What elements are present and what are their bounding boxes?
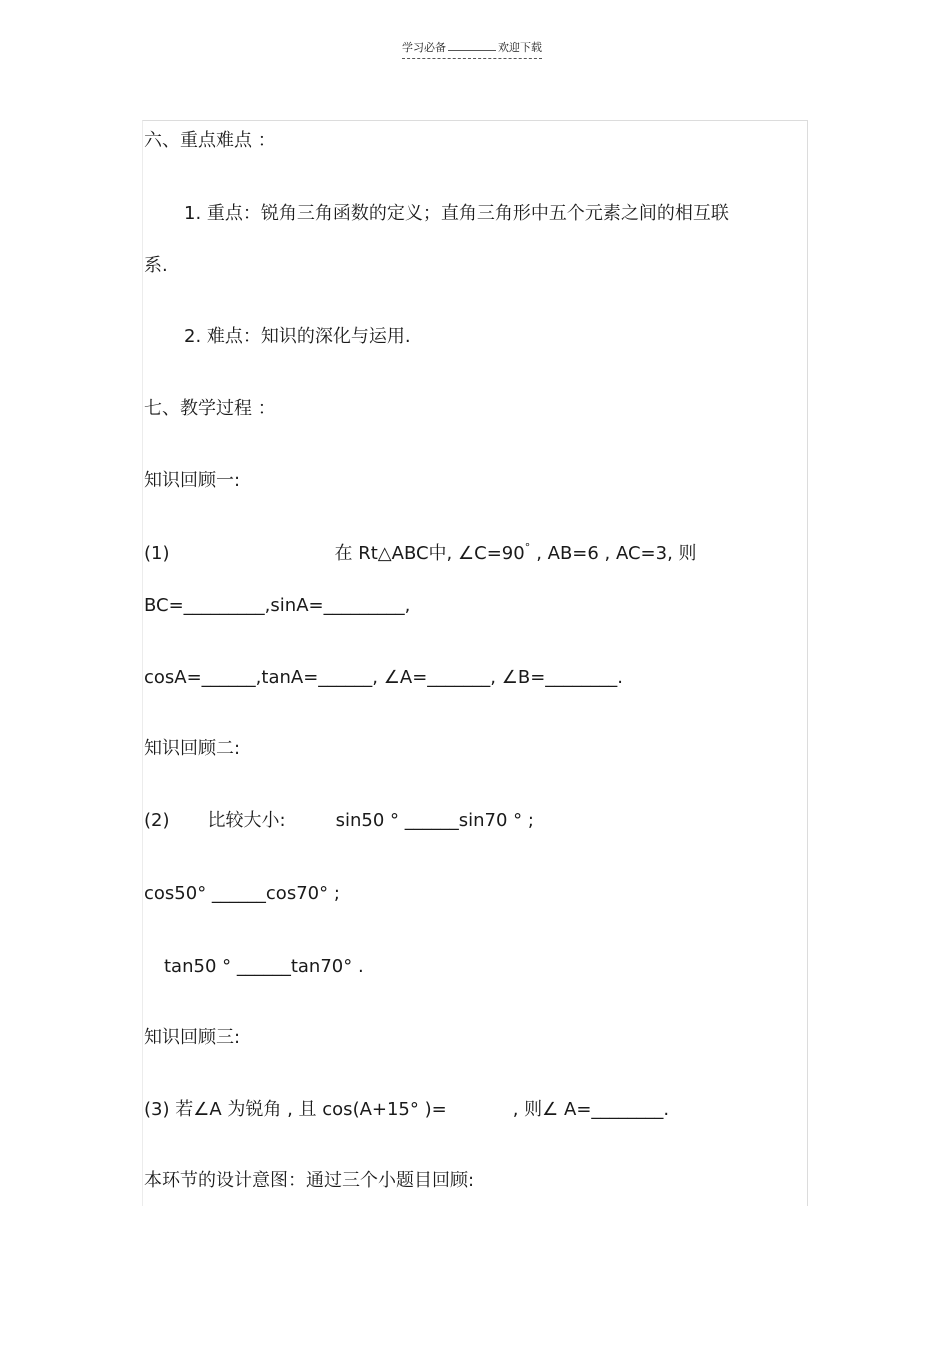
key-point-line-2: 系. xyxy=(144,255,168,276)
question-2-number: (2) xyxy=(144,810,170,831)
question-1-text: 在 Rt△ABC中, ∠C=90 xyxy=(334,543,525,564)
question-3-part-a: (3) 若∠A 为锐角 , 且 cos(A+15° )= xyxy=(144,1099,447,1120)
review-1-title: 知识回顾一: xyxy=(144,470,241,491)
review-2-title: 知识回顾二: xyxy=(144,738,241,759)
question-2-label: 比较大小: xyxy=(207,810,286,831)
section-6-title: 六、重点难点 ： xyxy=(144,130,276,151)
degree-mark: ° xyxy=(524,541,531,554)
question-2-sin: sin50 ° ______sin70 ° ; xyxy=(335,810,534,831)
question-2-tan: tan50 ° ______tan70° . xyxy=(164,956,364,977)
key-point-line-1: 1. 重点：锐角三角函数的定义；直角三角形中五个元素之间的相互联 xyxy=(184,203,729,224)
question-3-part-b: , 则∠ A=________. xyxy=(512,1099,670,1120)
difficult-point: 2. 难点：知识的深化与运用. xyxy=(184,326,411,347)
question-1-line-3: cosA=______,tanA=______, ∠A=_______, ∠B=________. xyxy=(144,667,624,688)
review-3-title: 知识回顾三: xyxy=(144,1027,241,1048)
header-left: 学习必备 xyxy=(402,41,446,54)
page-header xyxy=(402,39,542,59)
design-intent: 本环节的设计意图：通过三个小题目回顾: xyxy=(144,1170,475,1191)
question-3 xyxy=(144,1099,669,1121)
header-underline xyxy=(448,41,496,51)
question-1-rest: , AB=6 , AC=3, 则 xyxy=(536,543,697,564)
question-1-line-1 xyxy=(144,543,697,567)
content-frame xyxy=(142,120,808,1206)
question-1-line-2: BC=_________,sinA=_________, xyxy=(144,595,411,616)
question-2-line-1 xyxy=(144,810,534,832)
header-right: 欢迎下载 xyxy=(498,41,542,54)
question-2-cos: cos50° ______cos70° ; xyxy=(144,883,340,904)
question-1-number: (1) xyxy=(144,543,170,564)
section-7-title: 七、教学过程 ： xyxy=(144,398,276,419)
